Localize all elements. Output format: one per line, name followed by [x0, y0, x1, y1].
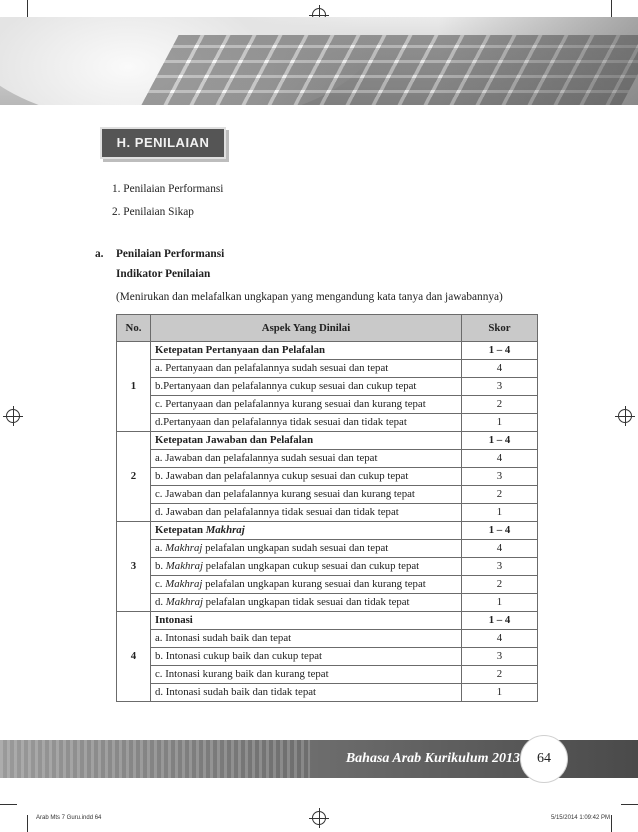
table-row: [117, 612, 538, 630]
criterion-italic: Makhraj: [165, 596, 203, 608]
score-range: 1 – 4: [462, 522, 538, 540]
criterion-text: a. Jawaban dan pelafalannya sudah sesuai dan tepat: [151, 450, 462, 468]
list-item: 2. Penilaian Sikap: [112, 206, 194, 218]
column-header-no: No.: [117, 315, 151, 342]
aspect-title: [151, 522, 462, 540]
registration-mark-icon: [618, 409, 632, 423]
footer-book-title: Bahasa Arab Kurikulum 2013: [345, 751, 520, 766]
score-value: 2: [462, 486, 538, 504]
registration-mark-icon: [312, 811, 326, 825]
criterion-text: [151, 594, 462, 612]
table-row: [117, 522, 538, 540]
column-header-aspect: Aspek Yang Dinilai: [151, 315, 462, 342]
score-value: 3: [462, 468, 538, 486]
table-row: [117, 378, 538, 396]
section-label: H. PENILAIAN: [100, 127, 226, 159]
criterion-text: a. Intonasi sudah baik dan tepat: [151, 630, 462, 648]
table-row: [117, 486, 538, 504]
score-value: 4: [462, 450, 538, 468]
crop-mark: [27, 0, 28, 17]
table-row: [117, 360, 538, 378]
table-row: [117, 414, 538, 432]
aspect-title: Ketepatan Pertanyaan dan Pelafalan: [151, 342, 462, 360]
registration-mark-icon: [6, 409, 20, 423]
score-range: 1 – 4: [462, 432, 538, 450]
table-row: [117, 594, 538, 612]
criterion-text: c. Jawaban dan pelafalannya kurang sesuai dan kurang tepat: [151, 486, 462, 504]
table-row: [117, 648, 538, 666]
indicator-description: (Menirukan dan melafalkan ungkapan yang mengandung kata tanya dan jawabannya): [116, 291, 503, 303]
score-value: 1: [462, 414, 538, 432]
criterion-italic: Makhraj: [165, 560, 203, 572]
crop-mark: [27, 815, 28, 832]
table-row: [117, 684, 538, 702]
criterion-suffix: pelafalan ungkapan cukup sesuai dan cukup tepat: [202, 560, 420, 572]
score-value: 4: [462, 360, 538, 378]
criterion-text: c. Pertanyaan dan pelafalannya kurang sesuai dan kurang tepat: [151, 396, 462, 414]
list-item: 1. Penilaian Performansi: [112, 183, 224, 195]
crop-mark: [621, 804, 638, 805]
banner-shade: [438, 17, 638, 105]
score-value: 3: [462, 558, 538, 576]
score-range: 1 – 4: [462, 612, 538, 630]
score-value: 1: [462, 594, 538, 612]
score-range: 1 – 4: [462, 342, 538, 360]
slug-datetime: 5/15/2014 1:09:42 PM: [550, 815, 610, 821]
score-value: 3: [462, 648, 538, 666]
criterion-prefix: a.: [155, 542, 166, 554]
criterion-prefix: c.: [155, 578, 166, 590]
criterion-italic: Makhraj: [165, 578, 203, 590]
criterion-italic: Makhraj: [165, 542, 203, 554]
score-value: 2: [462, 396, 538, 414]
page-number: 64: [520, 735, 568, 783]
score-value: 2: [462, 576, 538, 594]
score-value: 1: [462, 504, 538, 522]
row-number: 4: [117, 612, 151, 702]
crop-mark: [611, 815, 612, 832]
criterion-text: d. Jawaban dan pelafalannya tidak sesuai dan tidak tepat: [151, 504, 462, 522]
aspect-title: Ketepatan Jawaban dan Pelafalan: [151, 432, 462, 450]
crop-mark: [611, 0, 612, 17]
table-row: [117, 396, 538, 414]
row-number: 1: [117, 342, 151, 432]
score-value: 1: [462, 684, 538, 702]
score-value: 3: [462, 378, 538, 396]
table-row: [117, 576, 538, 594]
table-row: [117, 630, 538, 648]
aspect-title-prefix: Ketepatan: [155, 524, 206, 536]
score-value: 4: [462, 540, 538, 558]
table-row: [117, 450, 538, 468]
criterion-text: b. Intonasi cukup baik dan cukup tepat: [151, 648, 462, 666]
crop-mark: [0, 804, 17, 805]
subsection-marker: a.: [95, 248, 104, 260]
score-value: 4: [462, 630, 538, 648]
criterion-text: a. Pertanyaan dan pelafalannya sudah sesuai dan tepat: [151, 360, 462, 378]
criterion-text: [151, 540, 462, 558]
criterion-text: [151, 576, 462, 594]
footer-stripes: [0, 740, 310, 778]
criterion-prefix: b.: [155, 560, 166, 572]
table-row: [117, 558, 538, 576]
criterion-text: b. Jawaban dan pelafalannya cukup sesuai dan cukup tepat: [151, 468, 462, 486]
slug-filename: Arab Mts 7 Guru.indd 64: [36, 815, 102, 821]
table-row: [117, 342, 538, 360]
criterion-suffix: pelafalan ungkapan kurang sesuai dan kurang tepat: [202, 578, 426, 590]
subsection-title: Penilaian Performansi: [116, 248, 225, 260]
table-row: [117, 468, 538, 486]
assessment-table: [116, 314, 538, 702]
table-row: [117, 504, 538, 522]
criterion-suffix: pelafalan ungkapan tidak sesuai dan tidak tepat: [202, 596, 410, 608]
aspect-title-italic: Makhraj: [205, 524, 245, 536]
criterion-text: c. Intonasi kurang baik dan kurang tepat: [151, 666, 462, 684]
column-header-score: Skor: [462, 315, 538, 342]
criterion-text: [151, 558, 462, 576]
criterion-text: b.Pertanyaan dan pelafalannya cukup sesuai dan cukup tepat: [151, 378, 462, 396]
header-banner: [0, 17, 638, 105]
table-header-row: [117, 315, 538, 342]
table-row: [117, 540, 538, 558]
indicator-heading: Indikator Penilaian: [116, 268, 211, 280]
table-row: [117, 666, 538, 684]
criterion-text: d.Pertanyaan dan pelafalannya tidak sesuai dan tidak tepat: [151, 414, 462, 432]
score-value: 2: [462, 666, 538, 684]
aspect-title: Intonasi: [151, 612, 462, 630]
criterion-text: d. Intonasi sudah baik dan tidak tepat: [151, 684, 462, 702]
table-row: [117, 432, 538, 450]
criterion-suffix: pelafalan ungkapan sudah sesuai dan tepat: [202, 542, 389, 554]
criterion-prefix: d.: [155, 596, 166, 608]
row-number: 3: [117, 522, 151, 612]
row-number: 2: [117, 432, 151, 522]
